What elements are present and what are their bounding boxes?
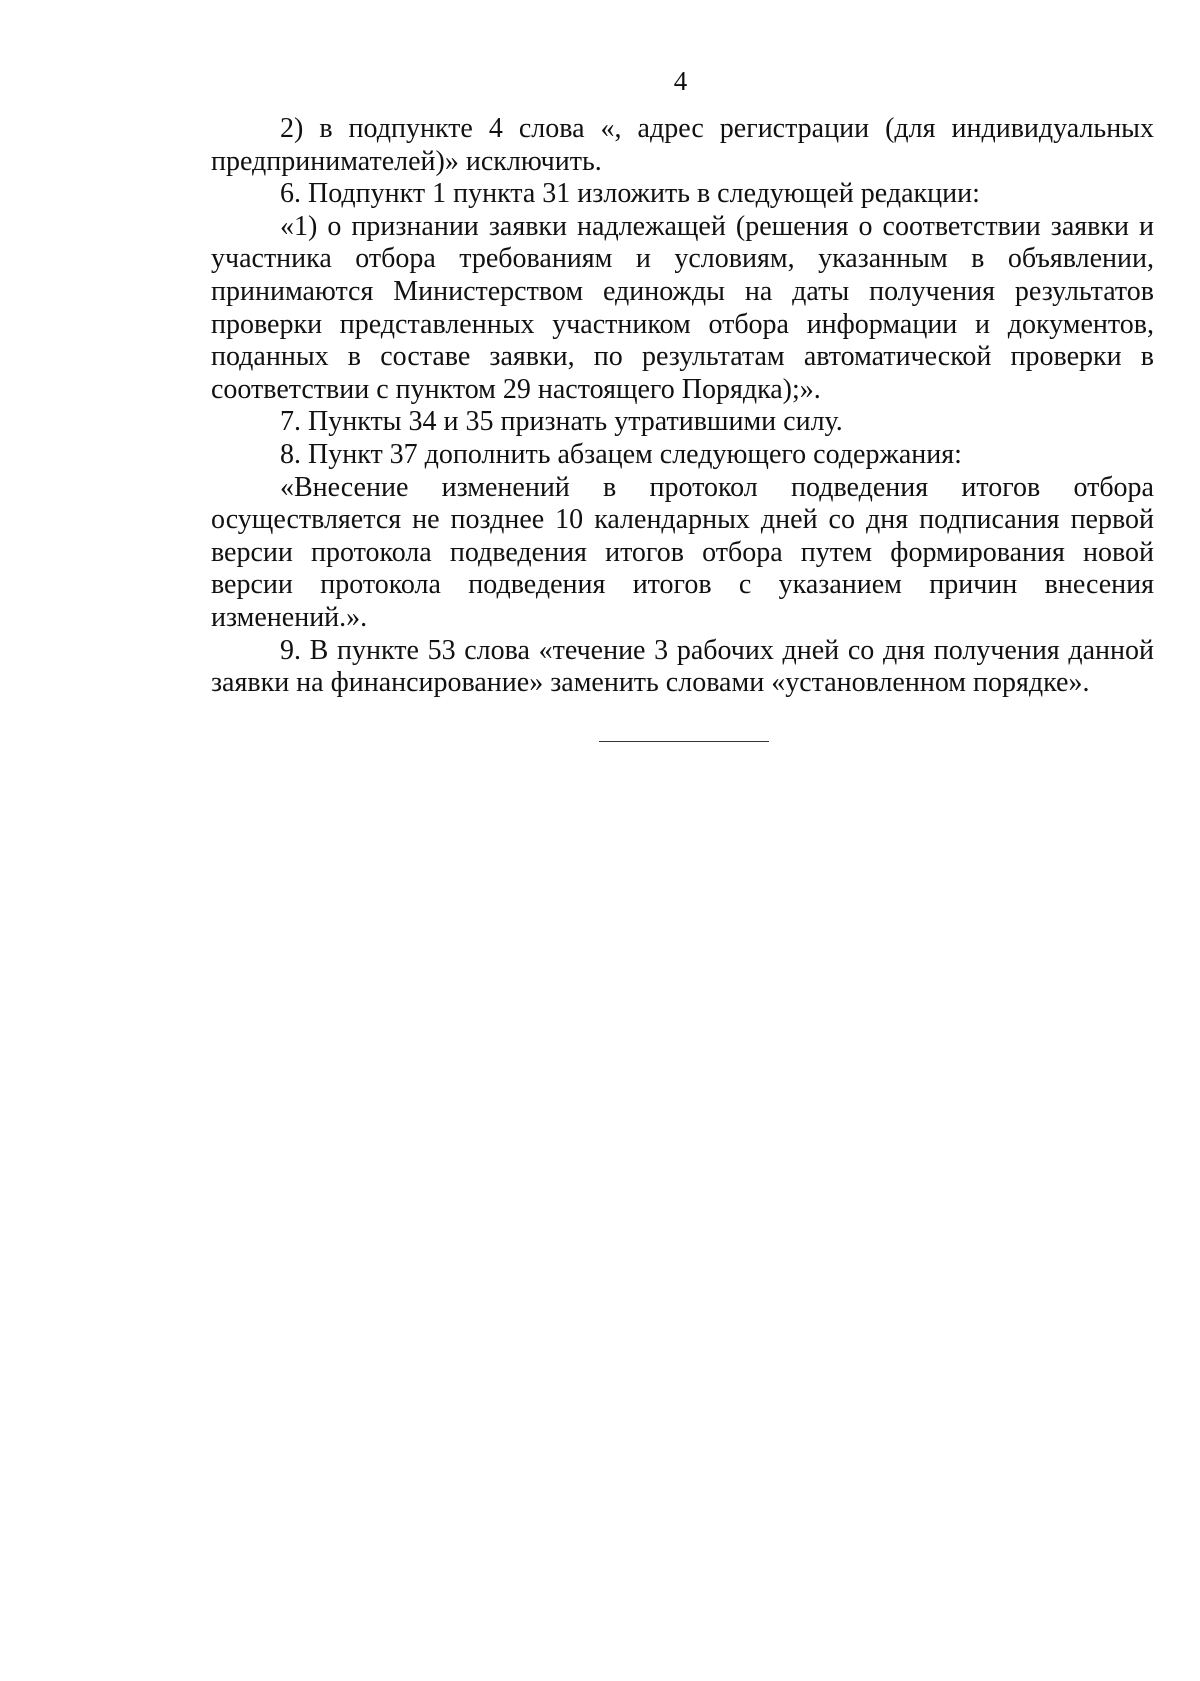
document-body (211, 113, 1154, 700)
paragraph-item-6: 6. Подпункт 1 пункта 31 изложить в следующей редакции: (280, 178, 980, 210)
paragraph-item-8: 8. Пункт 37 дополнить абзацем следующего содержания: (280, 438, 962, 470)
paragraph-item-7: 7. Пункты 34 и 35 признать утратившими силу. (280, 406, 843, 438)
paragraph-item-6-quote: «1) о признании заявки надлежащей (решения о соответствии заявки и участника отбора требованиям и условиям, указанным в объявлении, принимаются Министерством единожды на даты получения результатов проверки представленных участником отбора информации и документов, поданных в составе заявки, по результатам автоматической проверки в соответствии с пунктом 29 настоящего Порядка);». (211, 210, 1154, 405)
end-of-text-rule (599, 741, 769, 742)
paragraph-item-8-quote: «Внесение изменений в протокол подведения итогов отбора осуществляется не позднее 10 календарных дней со дня подписания первой версии протокола подведения итогов отбора путем формирования новой версии протокола подведения итогов с указанием причин внесения изменений.». (211, 471, 1154, 633)
paragraph-subitem-2: 2) в подпункте 4 слова «, адрес регистрации (для индивидуальных предпринимателей)» исключить. (211, 113, 1154, 177)
page-number: 4 (673, 66, 688, 96)
paragraph-item-9: 9. В пункте 53 слова «течение 3 рабочих дней со дня получения данной заявки на финансирование» заменить словами «установленном порядке». (211, 634, 1154, 699)
